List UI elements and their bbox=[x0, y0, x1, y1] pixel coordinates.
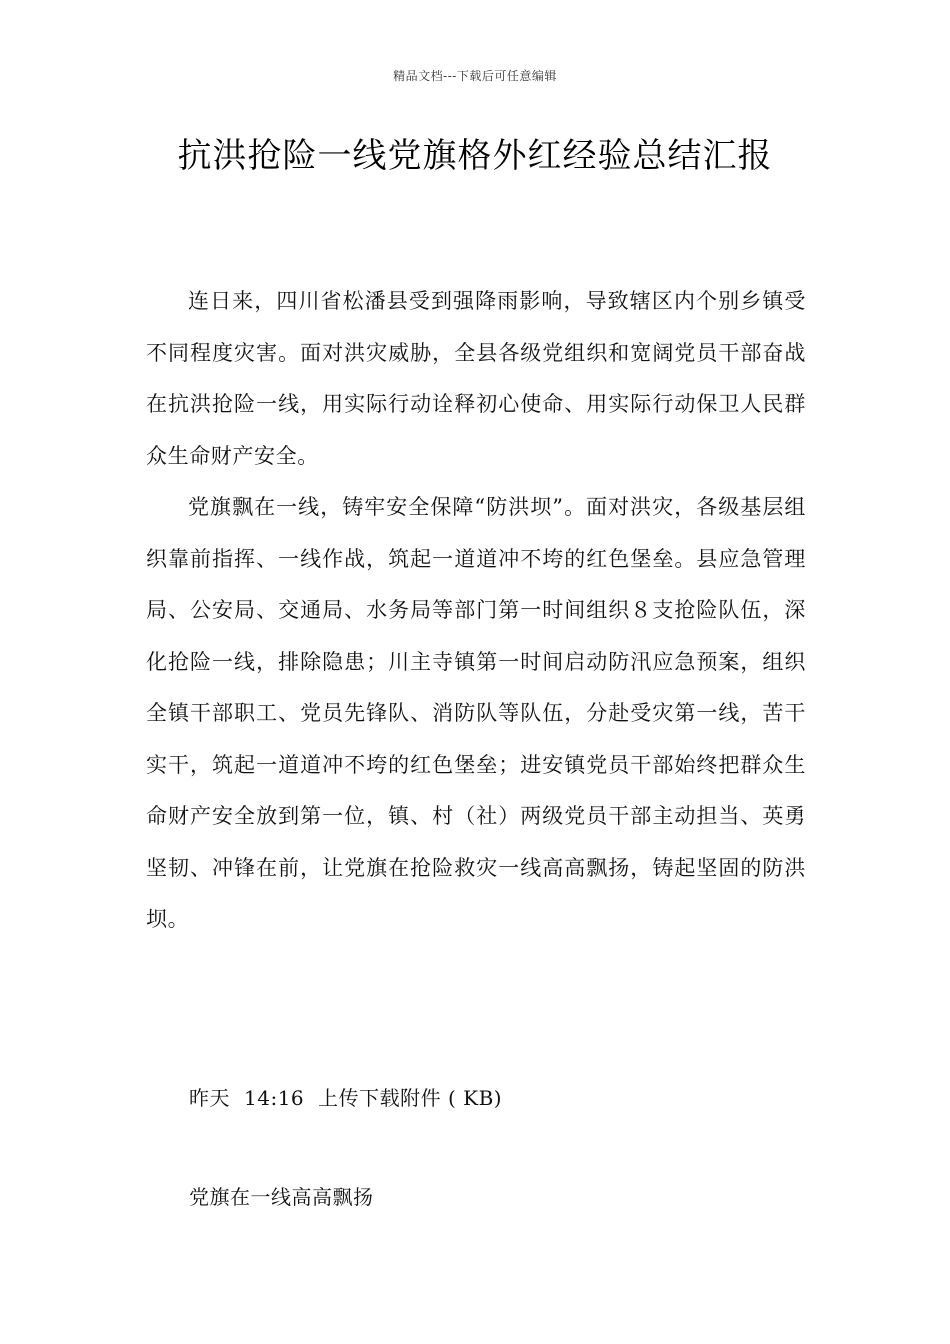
document-body bbox=[146, 276, 806, 946]
header-note: 精品文档---下载后可任意编辑 bbox=[393, 69, 557, 83]
attachment-meta bbox=[189, 1082, 516, 1111]
meta-time: 14:16 bbox=[244, 1086, 305, 1110]
footer-line: 党旗在一线高高飘扬 bbox=[189, 1185, 374, 1209]
meta-action: 上传下载附件 ( KB) bbox=[318, 1086, 503, 1110]
document-title: 抗洪抢险一线党旗格外红经验总结汇报 bbox=[177, 136, 773, 176]
meta-day: 昨天 bbox=[189, 1086, 230, 1110]
paragraph-intro: 连日来，四川省松潘县受到强降雨影响，导致辖区内个别乡镇受不同程度灾害。面对洪灾威胁，全县各级党组织和宽阔党员干部奋战在抗洪抢险一线，用实际行动诠释初心使命、用实际行动保卫人民群众生命财产安全。 bbox=[146, 289, 806, 468]
paragraph-flag: 党旗飘在一线，铸牢安全保障“防洪坝”。面对洪灾，各级基层组织靠前指挥、一线作战，筑起一道道冲不垮的红色堡垒。县应急管理局、公安局、交通局、水务局等部门第一时间组织８支抢险队伍，深化抢险一线，排除隐患；川主寺镇第一时间启动防汛应急预案，组织全镇干部职工、党员先锋队、消防队等队伍，分赴受灾第一线，苦干实干，筑起一道道冲不垮的红色堡垒；进安镇党员干部始终把群众生命财产安全放到第一位，镇、村（社）两级党员干部主动担当、英勇坚韧、冲锋在前，让党旗在抢险救灾一线高高飘扬，铸起坚固的防洪坝。 bbox=[146, 495, 806, 931]
